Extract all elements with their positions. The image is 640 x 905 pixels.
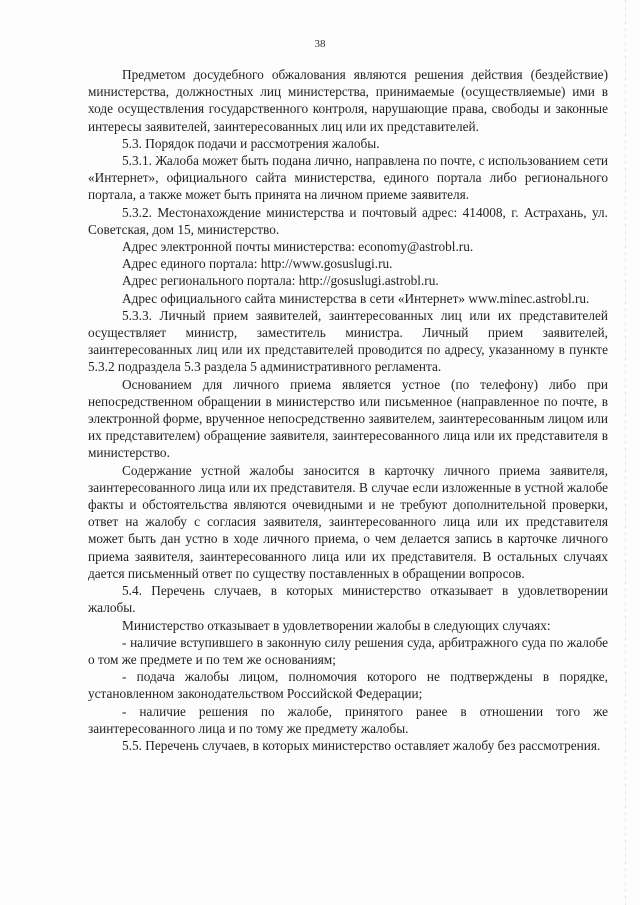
paragraph-5-3-2: 5.3.2. Местонахождение министерства и почтовый адрес: 414008, г. Астрахань, ул. Советская, дом 15, министерство. [88, 204, 608, 237]
list-item-prior-decision: - наличие решения по жалобе, принятого ранее в отношении того же заинтересованного лица и по тому же предмету жалобы. [88, 703, 608, 736]
list-item-unconfirmed-authority: - подача жалобы лицом, полномочия которого не подтверждены в порядке, установленном законодательством Российской Федерации; [88, 669, 608, 702]
document-body [88, 66, 608, 754]
heading-5-3: 5.3. Порядок подачи и рассмотрения жалобы. [122, 135, 380, 151]
paragraph-5-3-3: 5.3.3. Личный прием заявителей, заинтересованных лиц или их представителей осуществляет министр, заместитель министра. Личный прием заявителей, заинтересованных лиц или их представителей проводится по адресу, указанному в пункте 5.3.2 подраздела 5.3 раздела 5 административного регламента. [88, 307, 608, 375]
paragraph-refusal-cases: Министерство отказывает в удовлетворении жалобы в следующих случаях: [122, 617, 551, 633]
heading-5-5: 5.5. Перечень случаев, в которых министерство оставляет жалобу без рассмотрения. [122, 737, 601, 753]
paragraph-oral-complaint: Содержание устной жалобы заносится в карточку личного приема заявителя, заинтересованного лица или их представителя. В случае если изложенные в устной жалобе факты и обстоятельства являются очевидными и не требуют дополнительной проверки, ответ на жалобу с согласия заявителя, заинтересованного лица или их представителя может быть дан устно в ходе личного приема, о чем делается запись в карточке личного приема заявителя, заинтересованного лица или их представителя. В остальных случаях дается письменный ответ по существу поставленных в обращении вопросов. [88, 462, 608, 581]
paragraph-official-site: Адрес официального сайта министерства в сети «Интернет» www.minec.astrobl.ru. [122, 290, 590, 306]
paragraph-regional-portal: Адрес регионального портала: http://gosuslugi.astrobl.ru. [122, 273, 439, 289]
paragraph-grounds-for-reception: Основанием для личного приема является устное (по телефону) либо при непосредственном обращении в министерство или письменное (направленное по почте, в электронной форме, врученное непосредственно заявителем, заинтересованным лицом или их представителем) обращение заявителя, заинтересованного лица или их представителя в министерство. [88, 376, 608, 461]
list-item-court-decision: - наличие вступившего в законную силу решения суда, арбитражного суда по жалобе о том же предмете и по тем же основаниям; [88, 634, 608, 667]
paragraph-email: Адрес электронной почты министерства: economy@astrobl.ru. [122, 239, 474, 255]
paragraph-subject-of-appeal: Предметом досудебного обжалования являются решения действия (бездействие) министерства, должностных лиц министерства, принимаемые (осуществляемые) ими в ходе осуществления государственного контроля, нарушающие права, свободы и законные интересы заявителей, заинтересованных лиц или их представителей. [88, 67, 608, 134]
scan-edge-artifact [625, 0, 626, 905]
paragraph-5-3-1: 5.3.1. Жалоба может быть подана лично, направлена по почте, с использованием сети «Интернет», официального сайта министерства, единого портала либо регионального портала, а также может быть принята на личном приеме заявителя. [88, 153, 608, 203]
heading-5-4: 5.4. Перечень случаев, в которых министерство отказывает в удовлетворении жалобы. [88, 583, 608, 616]
page-number: 38 [314, 38, 326, 50]
paragraph-unified-portal: Адрес единого портала: http://www.gosuslugi.ru. [122, 256, 393, 272]
